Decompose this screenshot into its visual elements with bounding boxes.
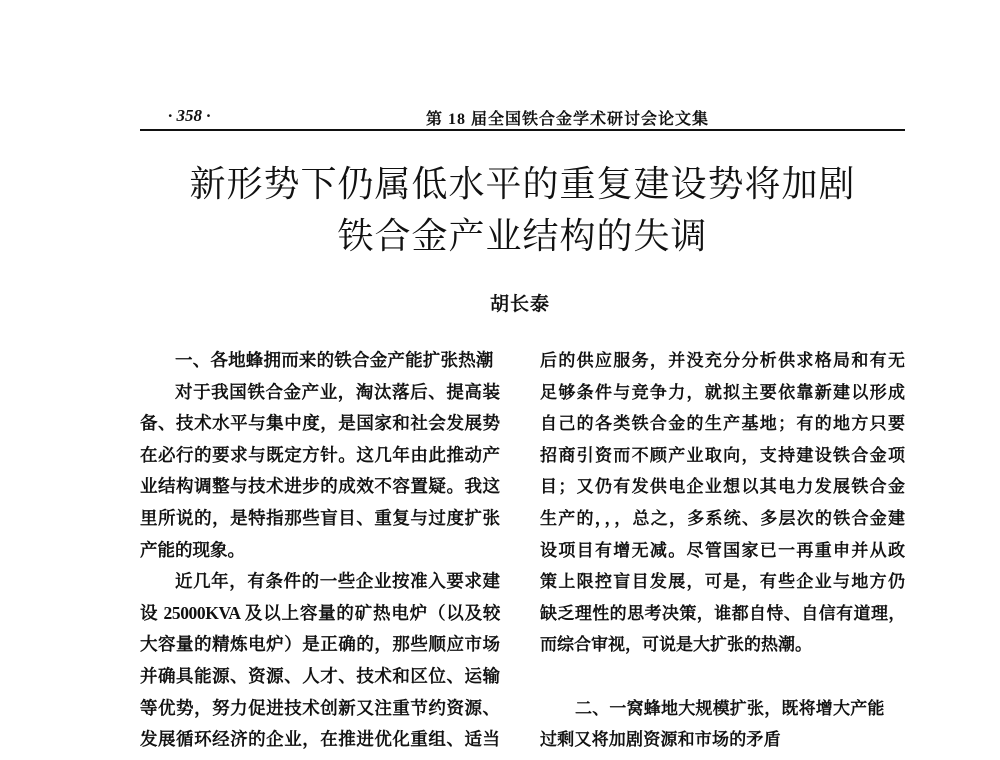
body-line: 缺乏理性的思考决策，谁都自恃、自信有道理，	[540, 603, 905, 623]
section-heading: 一、各地蜂拥而来的铁合金产能扩张热潮	[175, 350, 494, 370]
section-heading-continued: 过剩又将加剧资源和市场的矛盾	[540, 730, 781, 750]
author-name: 胡长泰	[489, 294, 550, 315]
body-line: 对于我国铁合金产业，淘汰落后、提高装	[175, 381, 500, 402]
body-line: 里所说的，是特指那些盲目、重复与过度扩张	[140, 507, 500, 528]
body-line: 设项目有增无减。尽管国家已一再重申并从政	[540, 540, 905, 560]
running-title: 第 18 届全国铁合金学术研讨会论文集	[426, 111, 710, 128]
body-line: 在必行的要求与既定方针。这几年由此推动产	[140, 444, 500, 465]
paper-title-line-1: 新形势下仍属低水平的重复建设势将加剧	[189, 164, 856, 205]
body-line: 后的供应服务，并没充分分析供求格局和有无	[540, 351, 905, 370]
body-line: 目；又仍有发供电企业想以其电力发展铁合金	[540, 477, 905, 497]
body-line: 等优势，努力促进技术创新又注重节约资源、	[140, 697, 500, 718]
body-line: 策上限控盲目发展，可是，有些企业与地方仍	[540, 572, 905, 592]
section-heading: 二、一窝蜂地大规模扩张，既将增大产能	[575, 698, 885, 718]
body-line: 产能的现象。	[140, 539, 245, 560]
left-column	[140, 345, 500, 756]
right-column	[540, 345, 905, 756]
page-number: · 358 ·	[168, 106, 211, 125]
body-line: 而综合审视，可说是大扩张的热潮。	[540, 635, 812, 655]
body-line: 发展循环经济的企业，在推进优化重组、适当	[140, 729, 500, 750]
body-line: 招商引资而不顾产业取向，支持建设铁合金项	[540, 445, 905, 465]
body-line: 备、技术水平与集中度，是国家和社会发展势	[140, 413, 500, 434]
body-line: 业结构调整与技术进步的成效不容置疑。我这	[140, 476, 500, 497]
body-line: 自己的各类铁合金的生产基地；有的地方只要	[540, 414, 905, 434]
body-line: 生产的，，，总之，多系统、多层次的铁合金建	[540, 508, 905, 528]
body-line: 大容量的精炼电炉）是正确的，那些顺应市场	[140, 634, 500, 655]
body-line: 近几年，有条件的一些企业按准入要求建	[175, 571, 500, 592]
blank-line	[540, 661, 905, 693]
body-line: 足够条件与竞争力，就拟主要依靠新建以形成	[540, 382, 905, 402]
header-rule	[140, 129, 905, 131]
body-line: 设 25000KVA 及以上容量的矿热电炉（以及较	[140, 602, 500, 623]
paper-title-line-2: 铁合金产业结构的失调	[337, 216, 708, 257]
body-line: 并确具能源、资源、人才、技术和区位、运输	[140, 665, 500, 686]
